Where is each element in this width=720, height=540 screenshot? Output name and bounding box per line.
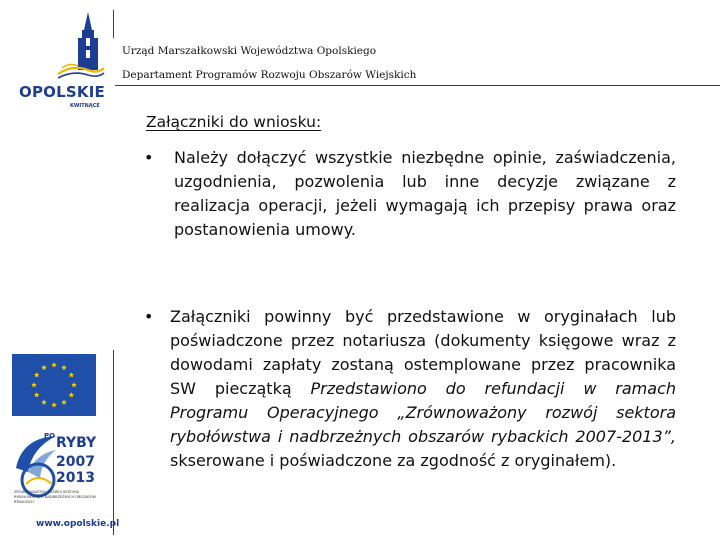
ryby-year-start: 2007	[56, 454, 95, 470]
bullet-dot: •	[144, 148, 154, 167]
bullet-dot: •	[144, 307, 154, 326]
bullet-text-part: skserowane i poświadczone za zgodność z oryginałem).	[170, 451, 617, 470]
rail-line-bottom	[113, 350, 114, 535]
header-divider	[115, 85, 720, 86]
bullet-text	[170, 305, 676, 473]
stamp-text-italic: Przedstawiono do refundacji w ramach Programu Operacyjnego „Zrównoważony rozwój sektora rybołówstwa i nadbrzeżnych obszarów rybackich 2007-2013”,	[170, 379, 677, 446]
eu-flag-icon	[12, 354, 96, 416]
section-title: Załączniki do wniosku:	[146, 113, 322, 131]
opolskie-logo	[18, 8, 106, 112]
ryby-po-label: PO	[44, 432, 56, 440]
ryby-wordmark: RYBY	[56, 435, 97, 451]
logo-subtitle: KWITNĄCE	[70, 103, 100, 109]
header-department: Departament Programów Rozwoju Obszarów Wiejskich	[122, 69, 417, 81]
bullet-text-part: Załączniki powinny być przedstawione w oryginałach lub poświadczone przez notariusza (dokumenty księgowe wraz z dowodami zapłaty zostaną ostemplowane przez pracownika SW pieczątką	[170, 307, 676, 398]
bullet-text: Należy dołączyć wszystkie niezbędne opinie, zaświadczenia, uzgodnienia, pozwolenia lub inne decyzje związane z realizacja operacji, jeżeli wymagają ich przepisy prawa oraz postanowienia umowy.	[174, 148, 676, 239]
ryby-year-end: 2013	[56, 470, 95, 486]
header-office: Urząd Marszałkowski Województwa Opolskiego	[122, 45, 377, 57]
ryby-caption: ZRÓWNOWAŻONY ROZWÓJ SEKTORA RYBOŁÓWSTWA I NADBRZEŻNYCH OBSZARÓW RYBACKICH	[14, 490, 96, 504]
rail-line-top	[113, 10, 114, 38]
website-link[interactable]: www.opolskie.pl	[36, 519, 120, 529]
tower-icon	[18, 8, 106, 88]
logo-wordmark: OPOLSKIE	[19, 83, 105, 101]
